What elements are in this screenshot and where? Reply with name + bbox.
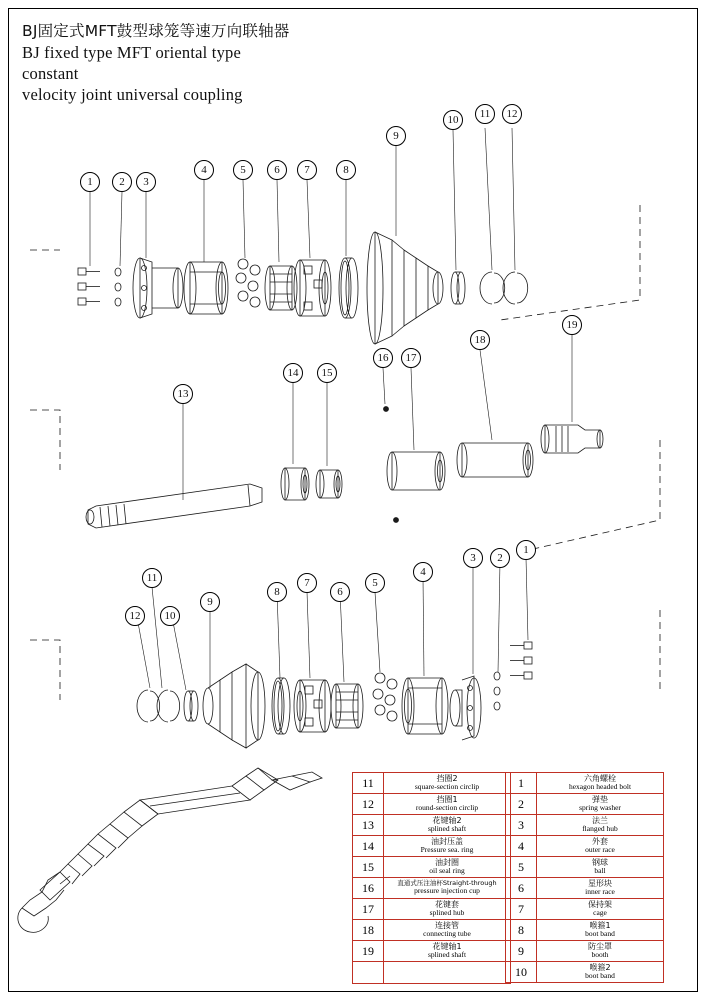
callout-1-bottom[interactable]: 1 <box>516 540 536 560</box>
legend-cn: 星形块 <box>588 879 612 889</box>
legend-en: oil seal ring <box>429 866 465 876</box>
legend-en: splined shaft <box>427 824 467 834</box>
legend-description <box>384 815 511 836</box>
table-row <box>506 941 664 962</box>
legend-number: 16 <box>353 878 384 899</box>
legend-cn: 弹垫 <box>592 795 608 805</box>
callout-10-bottom[interactable]: 10 <box>160 606 180 626</box>
callout-18[interactable]: 18 <box>470 330 490 350</box>
table-row <box>506 899 664 920</box>
legend-number: 10 <box>506 962 537 983</box>
legend-description <box>384 878 511 899</box>
legend-en: splined hub <box>429 908 465 918</box>
table-row <box>506 836 664 857</box>
legend-cn: 花键轴1 <box>432 942 462 952</box>
table-row <box>506 962 664 983</box>
legend-description <box>537 857 664 878</box>
callout-4-bottom[interactable]: 4 <box>413 562 433 582</box>
callout-7-bottom[interactable]: 7 <box>297 573 317 593</box>
callout-1-top[interactable]: 1 <box>80 172 100 192</box>
callout-11-bottom[interactable]: 11 <box>142 568 162 588</box>
table-row <box>506 920 664 941</box>
callout-5-top[interactable]: 5 <box>233 160 253 180</box>
legend-description <box>537 878 664 899</box>
callout-9-top[interactable]: 9 <box>386 126 406 146</box>
legend-number-empty <box>353 962 384 984</box>
title-chinese: BJ固定式MFT鼓型球笼等速万向联轴器 <box>22 22 290 40</box>
legend-en: pressure injection cup <box>414 886 480 896</box>
legend-number: 18 <box>353 920 384 941</box>
table-row <box>353 941 511 962</box>
legend-number: 4 <box>506 836 537 857</box>
legend-en: hexagon headed bolt <box>568 782 632 792</box>
callout-3-bottom[interactable]: 3 <box>463 548 483 568</box>
legend-cn: 六角螺栓 <box>584 774 616 784</box>
callout-9-bottom[interactable]: 9 <box>200 592 220 612</box>
table-row <box>353 794 511 815</box>
legend-cn: 外套 <box>592 837 608 847</box>
legend-cn: 挡圈1 <box>436 795 458 805</box>
table-row <box>353 878 511 899</box>
legend-description <box>537 836 664 857</box>
legend-cn: 防尘罩 <box>588 942 612 952</box>
legend-cn: 油封圈 <box>435 858 459 868</box>
legend-number: 13 <box>353 815 384 836</box>
callout-13[interactable]: 13 <box>173 384 193 404</box>
legend-description <box>384 857 511 878</box>
legend-cn: 油封压盖 <box>431 837 463 847</box>
table-row <box>353 836 511 857</box>
legend-description <box>537 794 664 815</box>
legend-number: 5 <box>506 857 537 878</box>
legend-description <box>384 773 511 794</box>
legend-number: 11 <box>353 773 384 794</box>
legend-en: connecting tube <box>423 929 471 939</box>
legend-description <box>384 836 511 857</box>
table-row <box>353 815 511 836</box>
table-row <box>506 773 664 794</box>
table-row <box>506 878 664 899</box>
callout-4-top[interactable]: 4 <box>194 160 214 180</box>
table-row <box>353 962 511 984</box>
legend-description <box>537 920 664 941</box>
legend-number: 8 <box>506 920 537 941</box>
legend-en: splined shaft <box>427 950 467 960</box>
legend-cn: 保持架 <box>588 900 612 910</box>
legend-en: square-section circlip <box>414 782 480 792</box>
legend-number: 12 <box>353 794 384 815</box>
legend-en: boot band <box>585 971 615 981</box>
callout-10-top[interactable]: 10 <box>443 110 463 130</box>
legend-cn: 钢球 <box>592 858 608 868</box>
table-row <box>353 773 511 794</box>
callout-11-top[interactable]: 11 <box>475 104 495 124</box>
callout-15[interactable]: 15 <box>317 363 337 383</box>
legend-number: 14 <box>353 836 384 857</box>
legend-cn: 挡圈2 <box>436 774 458 784</box>
table-row <box>353 899 511 920</box>
callout-7-top[interactable]: 7 <box>297 160 317 180</box>
legend-cn: 喉箍2 <box>589 963 611 973</box>
callout-2-top[interactable]: 2 <box>112 172 132 192</box>
legend-en: round-section circlip <box>415 803 479 813</box>
legend-number: 7 <box>506 899 537 920</box>
callout-8-bottom[interactable]: 8 <box>267 582 287 602</box>
callout-12-top[interactable]: 12 <box>502 104 522 124</box>
legend-en: cage <box>593 908 607 918</box>
callout-8-top[interactable]: 8 <box>336 160 356 180</box>
legend-cn: 喉箍1 <box>589 921 611 931</box>
title-english-1: BJ fixed type MFT oriental type <box>22 42 241 62</box>
legend-number: 15 <box>353 857 384 878</box>
callout-5-bottom[interactable]: 5 <box>365 573 385 593</box>
legend-cn: 法兰 <box>592 816 608 826</box>
title-english-3: velocity joint universal coupling <box>22 85 243 105</box>
legend-cn: 花键轴2 <box>432 816 462 826</box>
legend-description <box>537 815 664 836</box>
table-row <box>506 857 664 878</box>
legend-cn: 花键套 <box>435 900 459 910</box>
legend-cn: 连接管 <box>435 921 459 931</box>
parts-legend-right <box>505 772 664 983</box>
callout-17[interactable]: 17 <box>401 348 421 368</box>
table-row <box>353 920 511 941</box>
callout-12-bottom[interactable]: 12 <box>125 606 145 626</box>
legend-en: flanged hub <box>582 824 618 834</box>
legend-en: spring washer <box>579 803 621 813</box>
callout-14[interactable]: 14 <box>283 363 303 383</box>
legend-description <box>537 962 664 983</box>
title-block <box>22 22 542 105</box>
callout-16[interactable]: 16 <box>373 348 393 368</box>
legend-cn: 直通式压注油杯Straight-through <box>397 878 497 887</box>
table-row <box>506 815 664 836</box>
legend-number: 9 <box>506 941 537 962</box>
legend-en: boot band <box>585 929 615 939</box>
legend-description <box>384 920 511 941</box>
parts-legend-left <box>352 772 511 984</box>
legend-description <box>384 899 511 920</box>
legend-description <box>537 773 664 794</box>
callout-19[interactable]: 19 <box>562 315 582 335</box>
legend-en: outer race <box>585 845 615 855</box>
legend-description <box>537 941 664 962</box>
legend-en: ball <box>594 866 606 876</box>
legend-description <box>537 899 664 920</box>
legend-number: 17 <box>353 899 384 920</box>
legend-description-empty <box>384 962 511 984</box>
table-row <box>506 794 664 815</box>
table-row <box>353 857 511 878</box>
callout-6-bottom[interactable]: 6 <box>330 582 350 602</box>
legend-number: 19 <box>353 941 384 962</box>
legend-description <box>384 941 511 962</box>
legend-en: Pressure sea. ring <box>420 845 474 855</box>
callout-6-top[interactable]: 6 <box>267 160 287 180</box>
callout-3-top[interactable]: 3 <box>136 172 156 192</box>
legend-number: 6 <box>506 878 537 899</box>
legend-en: booth <box>591 950 609 960</box>
legend-en: inner race <box>585 887 615 897</box>
legend-number: 2 <box>506 794 537 815</box>
legend-number: 3 <box>506 815 537 836</box>
callout-2-bottom[interactable]: 2 <box>490 548 510 568</box>
title-english-2: constant <box>22 63 79 83</box>
legend-number: 1 <box>506 773 537 794</box>
legend-description <box>384 794 511 815</box>
